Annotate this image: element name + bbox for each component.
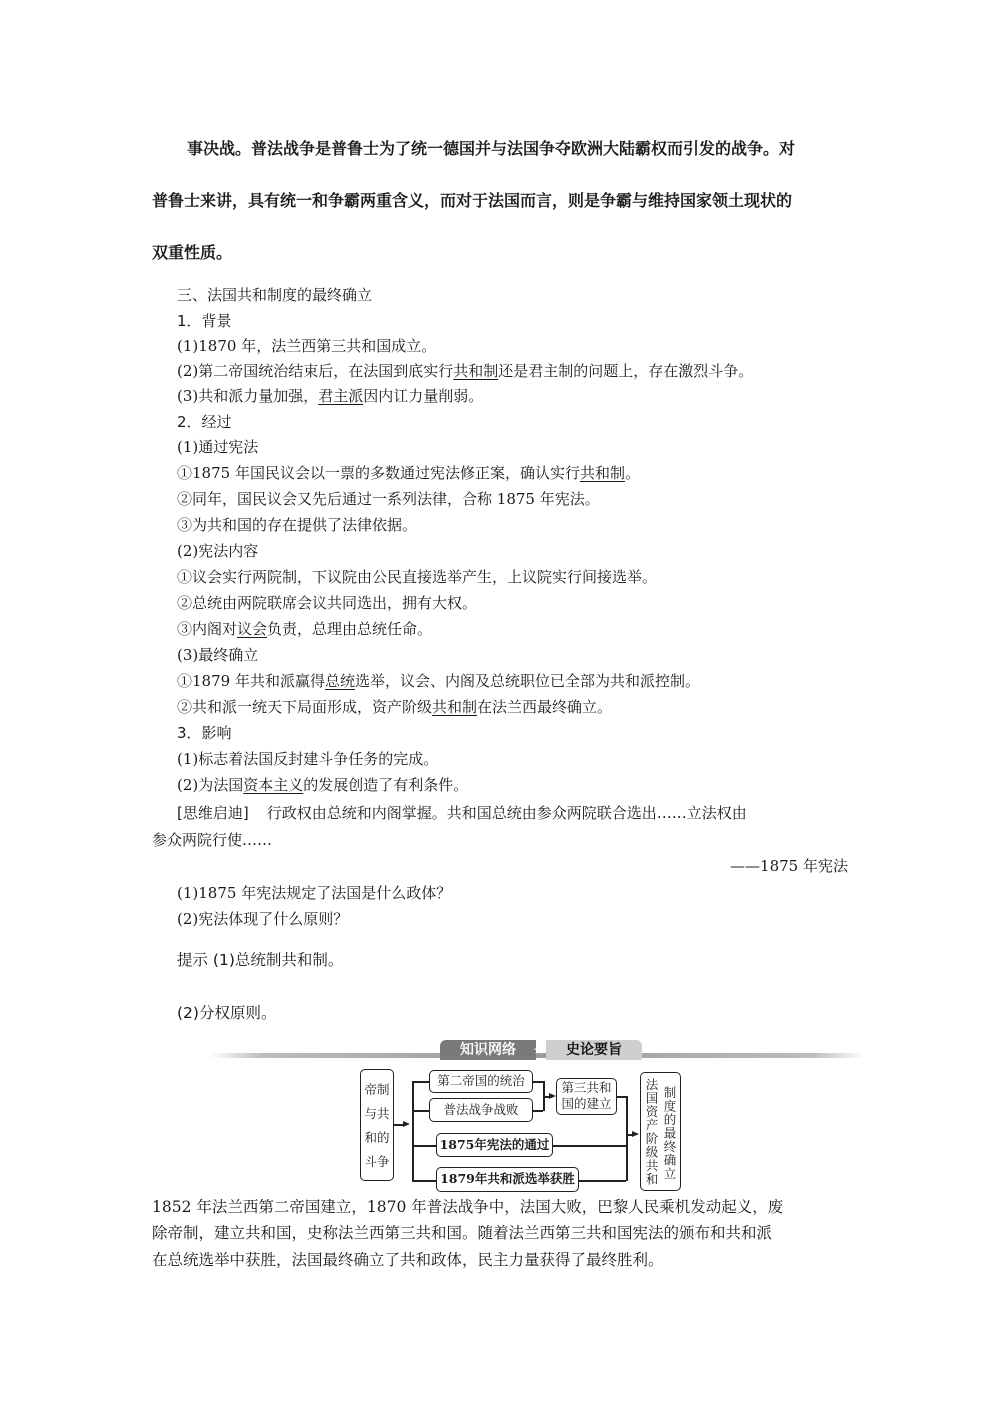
result-node-col-2: 法国资产阶级共和	[644, 1077, 659, 1186]
process-sub-2-a: ①议会实行两院制，下议院由公民直接选举产生，上议院实行间接选举。	[177, 568, 658, 586]
process-sub-1: (1)通过宪法	[177, 438, 259, 456]
result-node-col-1: 制度的最终确立	[662, 1086, 677, 1181]
connector	[412, 1081, 414, 1181]
impact-item-2	[177, 775, 468, 795]
text: 因内讧力量削弱。	[363, 387, 484, 405]
summary-line-1: 1852 年法兰西第二帝国建立，1870 年普法战争中，法国大败，巴黎人民乘机发动起义，废	[152, 1198, 784, 1216]
text: 的发展创造了有利条件。	[303, 776, 469, 794]
text: 还是君主制的问题上，存在激烈斗争。	[498, 362, 754, 380]
text: (2)为法国	[177, 776, 244, 794]
process-sub-2-b: ②总统由两院联席会议共同选出，拥有大权。	[177, 594, 478, 612]
connector	[579, 1180, 626, 1182]
text: ②共和派一统天下局面形成，资产阶级	[177, 698, 433, 716]
intro-line-3: 双重性质。	[152, 243, 233, 262]
text: 在法兰西最终确立。	[477, 698, 613, 716]
process-sub-1-a	[177, 463, 640, 483]
connector	[412, 1081, 429, 1083]
connector	[553, 1145, 626, 1147]
process-heading: 2．经过	[177, 413, 232, 431]
process-sub-2-c	[177, 619, 432, 639]
node-1875-constitution: 1875年宪法的通过	[436, 1133, 553, 1157]
text: (2)第二帝国统治结束后，在法国到底实行	[177, 362, 454, 380]
summary-line-2: 除帝制，建立共和国，史称法兰西第三共和国。随着法兰西第三共和国宪法的颁布和共和派	[152, 1224, 773, 1242]
banner-tab-knowledge-network: 知识网络	[440, 1040, 536, 1060]
connector	[533, 1081, 543, 1083]
hint-line-2: (2)分权原则。	[177, 1004, 277, 1022]
node-franco-prussian-defeat: 普法战争战败	[429, 1098, 533, 1122]
intro-line-1: 事决战。普法战争是普鲁士为了统一德国并与法国争夺欧洲大陆霸权而引发的战争。对	[187, 139, 796, 158]
process-sub-3-b	[177, 697, 612, 717]
connector	[533, 1110, 543, 1112]
node-second-empire-rule: 第二帝国的统治	[429, 1070, 533, 1093]
root-node-label: 帝制与共和的斗争	[364, 1082, 390, 1169]
thinking-source: ——1875 年宪法	[730, 857, 848, 875]
underlined-keyword: 共和制	[432, 698, 478, 716]
process-sub-2: (2)宪法内容	[177, 542, 259, 560]
connector	[412, 1110, 429, 1112]
connector	[626, 1096, 628, 1181]
connector	[412, 1145, 436, 1147]
text: ①1879 年共和派赢得	[177, 672, 325, 690]
root-node	[360, 1069, 394, 1181]
star-icon: ★	[533, 1043, 544, 1057]
process-sub-3-a	[177, 671, 700, 691]
thinking-label: [思维启迪]	[177, 804, 249, 822]
text: ①1875 年国民议会以一票的多数通过宪法修正案，确认实行	[177, 464, 580, 482]
banner-tab-history-essentials: 史论要旨	[546, 1040, 642, 1060]
impact-item-1: (1)标志着法国反封建斗争任务的完成。	[177, 750, 439, 768]
background-item-2	[177, 361, 753, 381]
summary-line-3: 在总统选举中获胜，法国最终确立了共和政体，民主力量获得了最终胜利。	[152, 1251, 664, 1269]
background-item-3	[177, 386, 483, 406]
underlined-keyword: 共和制	[579, 464, 625, 482]
thinking-question-1: (1)1875 年宪法规定了法国是什么政体？	[177, 884, 452, 902]
node-1879-election: 1879年共和派选举获胜	[436, 1167, 579, 1192]
process-sub-3: (3)最终确立	[177, 646, 259, 664]
thinking-line-1	[177, 803, 747, 823]
process-sub-1-c: ③为共和国的存在提供了法律依据。	[177, 516, 418, 534]
intro-line-2: 普鲁士来讲，具有统一和争霸两重含义，而对于法国而言，则是争霸与维持国家领土现状的	[152, 191, 793, 210]
thinking-line-2: 参众两院行使……	[152, 831, 273, 849]
thinking-quote: 行政权由总统和内阁掌握。共和国总统由参众两院联合选出……立法权由	[266, 804, 747, 822]
text: ③内阁对	[177, 620, 238, 638]
section-title: 三、法国共和制度的最终确立	[177, 286, 373, 304]
text: 负责，总理由总统任命。	[267, 620, 433, 638]
underlined-keyword: 共和制	[453, 362, 499, 380]
underlined-keyword: 议会	[237, 620, 268, 638]
underlined-keyword: 总统	[324, 672, 355, 690]
arrow-icon	[403, 1121, 410, 1127]
connector	[412, 1180, 436, 1182]
impact-heading: 3．影响	[177, 724, 232, 742]
process-sub-1-b: ②同年，国民议会又先后通过一系列法律，合称 1875 年宪法。	[177, 490, 600, 508]
node-third-republic	[556, 1078, 617, 1115]
background-item-1: (1)1870 年，法兰西第三共和国成立。	[177, 337, 437, 355]
text: (3)共和派力量加强，	[177, 387, 319, 405]
result-node	[640, 1072, 681, 1191]
underlined-keyword: 君主派	[318, 387, 364, 405]
arrow-icon	[549, 1093, 556, 1099]
background-heading: 1．背景	[177, 312, 232, 330]
text: 。	[624, 464, 640, 482]
text: 选举，议会、内阁及总统职位已全部为共和派控制。	[354, 672, 700, 690]
underlined-keyword: 资本主义	[243, 776, 304, 794]
arrow-icon	[632, 1131, 639, 1137]
node-third-republic-label: 第三共和国的建立	[561, 1080, 612, 1111]
connector	[617, 1096, 626, 1098]
thinking-question-2: (2)宪法体现了什么原则？	[177, 910, 349, 928]
hint-line-1: 提示 (1)总统制共和制。	[177, 951, 344, 969]
